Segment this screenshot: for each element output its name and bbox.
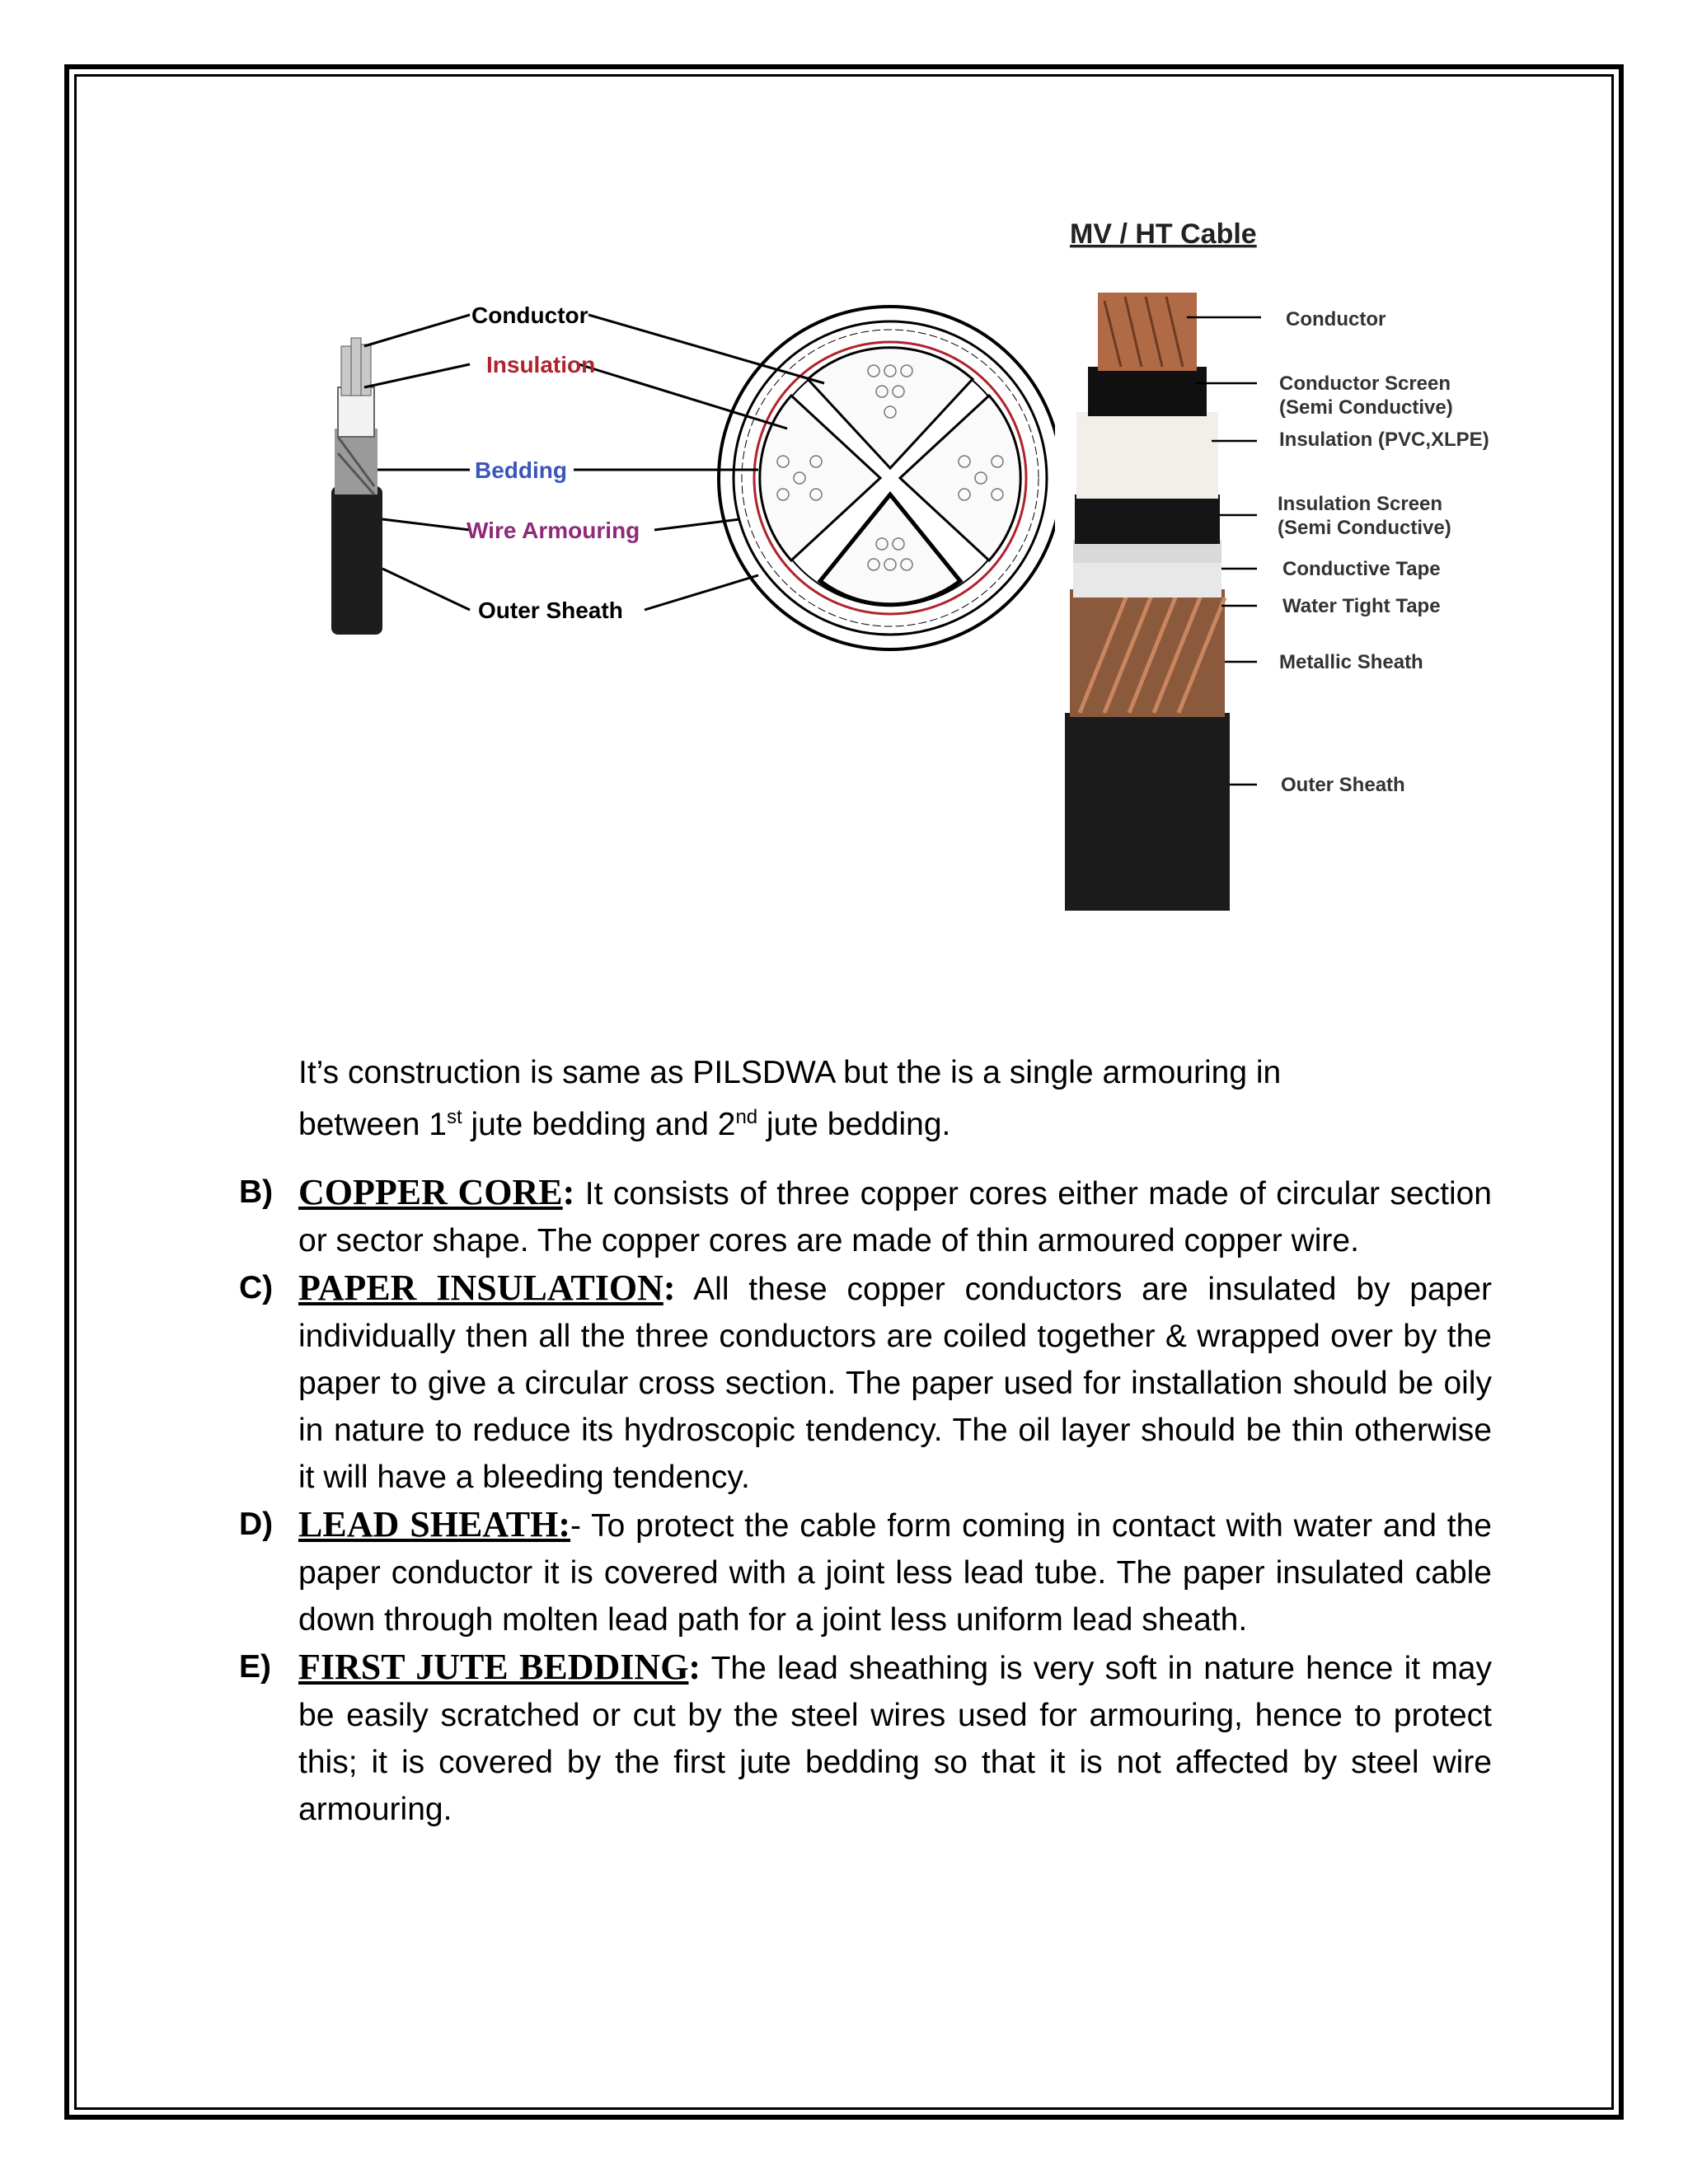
label-insulation-screen-note: (Semi Conductive) (1278, 517, 1451, 539)
label-insulation: Insulation (486, 352, 596, 377)
item-text: The lead sheathing is very soft in nature hence it may be easily scratched or cut by the steel wires used for armouring, hence to protect this; it is covered by the first jute bedding so that it is not affected by steel wire armouring. (298, 1651, 1493, 1827)
intro-line-2-part-b: jute bedding and 2 (462, 1107, 736, 1142)
label-mv-conductor: Conductor (1286, 308, 1386, 330)
list-item-lead-sheath (239, 1501, 1492, 1643)
label-mv-outer-sheath: Outer Sheath (1281, 774, 1405, 796)
label-water-tight-tape: Water Tight Tape (1282, 595, 1441, 617)
cable-cutaway-drawing (331, 338, 382, 635)
item-separator: : (688, 1647, 701, 1687)
list-item-copper-core (239, 1169, 1492, 1264)
list-marker: E) (239, 1649, 271, 1685)
intro-line-2 (298, 1099, 1493, 1151)
item-heading: PAPER INSULATION (298, 1268, 663, 1308)
item-heading: LEAD SHEATH: (298, 1504, 571, 1544)
intro-line-2-part-a: between 1 (298, 1107, 447, 1142)
intro-line-2-sup-1: st (446, 1106, 462, 1128)
label-outer-sheath: Outer Sheath (478, 598, 623, 623)
list-marker: B) (239, 1174, 274, 1210)
item-heading: COPPER CORE (298, 1172, 563, 1212)
label-conductor: Conductor (471, 302, 588, 328)
item-text: It consists of three copper cores either made of circular section or sector shape. The copper cores are made of thin armoured copper wire. (298, 1176, 1492, 1258)
intro-line-2-sup-2: nd (735, 1106, 758, 1128)
list-marker: C) (239, 1270, 274, 1305)
label-insulation-screen: Insulation Screen (1278, 493, 1443, 515)
label-conductor-screen-note: (Semi Conductive) (1279, 396, 1453, 419)
figure-title: MV / HT Cable (1070, 218, 1257, 250)
list-item-paper-insulation (239, 1264, 1492, 1501)
cable-cross-section-drawing (719, 307, 1055, 649)
item-text: To protect the cable form coming in contact with water and the paper conductor it is covered with a joint less lead tube. The paper insulated cable down through molten lead path for a joint less uniform lead sheath. (298, 1508, 1493, 1638)
label-mv-insulation: Insulation (PVC,XLPE) (1279, 429, 1489, 451)
label-metallic-sheath: Metallic Sheath (1279, 651, 1423, 673)
item-separator: - (570, 1508, 582, 1544)
label-bedding: Bedding (475, 457, 567, 483)
label-wire-armouring: Wire Armouring (467, 518, 640, 543)
item-text: All these copper conductors are insulated by paper individually then all the three conductors are coiled together & wrapped over by the paper to give a circular cross section. The paper used for installation should be oily in nature to reduce its hydroscopic tendency. The oil layer should be thin otherwise it will have a bleeding tendency. (298, 1272, 1493, 1495)
cable-cross-section-figure (313, 297, 1055, 659)
item-separator: : (663, 1268, 676, 1308)
intro-line-2-part-c: jute bedding. (757, 1107, 951, 1142)
intro-line-1: It’s construction is same as PILSDWA but the is a single armouring in (298, 1055, 1282, 1090)
label-conductor-screen: Conductor Screen (1279, 373, 1451, 395)
mv-ht-cable-figure (1047, 210, 1541, 919)
section-list (239, 1169, 1492, 1833)
intro-paragraph (298, 1047, 1493, 1151)
item-heading: FIRST JUTE BEDDING (298, 1647, 689, 1687)
list-item-first-jute-bedding (239, 1643, 1492, 1833)
cable-layers-drawing (1065, 293, 1230, 911)
label-conductive-tape: Conductive Tape (1282, 558, 1441, 580)
list-marker: D) (239, 1507, 274, 1542)
item-separator: : (562, 1172, 575, 1212)
